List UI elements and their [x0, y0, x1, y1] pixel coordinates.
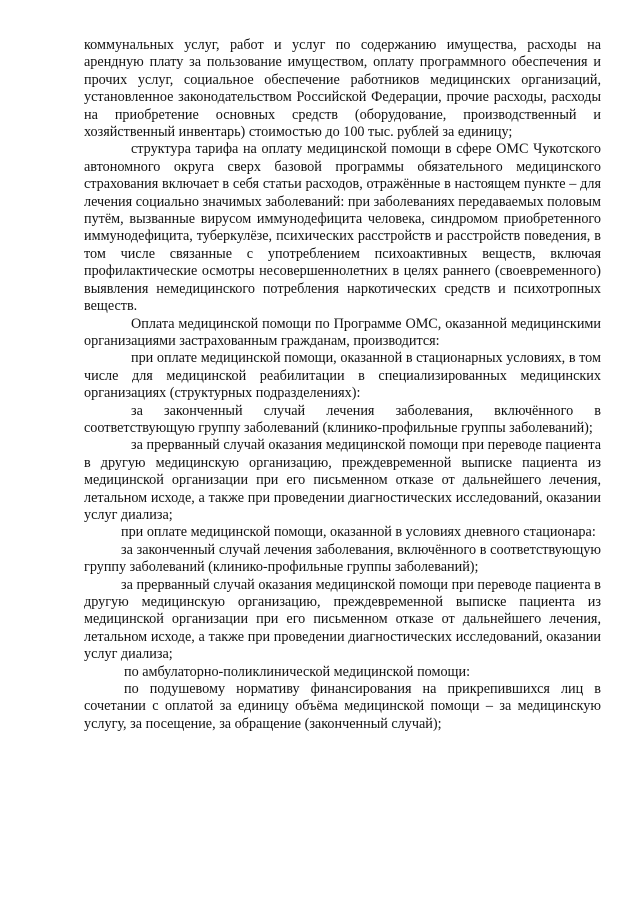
paragraph-utilities-expenses: коммунальных услуг, работ и услуг по содержанию имущества, расходы на арендную плату за пользование имуществом, оплату программного обеспечения и прочих услуг, социальное обеспечение работников медицинских организаций, установленное законодательством Российской Федерации, прочие расходы, расходы на приобретение основных средств (оборудование, производственный и хозяйственный инвентарь) стоимостью до 100 тыс. рублей за единицу; — [84, 37, 601, 141]
paragraph-day-hospital: при оплате медицинской помощи, оказанной в условиях дневного стационара: — [121, 524, 596, 541]
paragraph-day-hospital-completed-case: за законченный случай лечения заболевания, включённого в соответствующую группу заболеваний (клинико-профильные группы заболеваний); — [84, 541, 601, 576]
document-body — [84, 37, 601, 733]
paragraph-inpatient-interrupted-case: за прерванный случай оказания медицинской помощи при переводе пациента в другую медицинскую организацию, преждевременной выписке пациента из медицинской организации при его письменном отказе от дальнейшего лечения, летальном исходе, а также при проведении диагностических исследований, оказании услуг диализа; — [84, 437, 601, 523]
paragraph-inpatient-care: при оплате медицинской помощи, оказанной в стационарных условиях, в том числе для медицинской реабилитации в специализированных медицинских организациях (структурных подразделениях): — [84, 350, 601, 402]
paragraph-inpatient-completed-case: за законченный случай лечения заболевания, включённого в соответствующую группу заболеваний (клинико-профильные группы заболеваний); — [84, 402, 601, 436]
paragraph-tariff-structure: структура тарифа на оплату медицинской помощи в сфере ОМС Чукотского автономного округа сверх базовой программы обязательного медицинского страхования включает в себя статьи расходов, отражённые в настоящем пункте – для лечения социально значимых заболеваний: при заболеваниях передаваемых половым путём, вызванные вирусом иммунодефицита человека, синдромом приобретенного иммунодефицита, туберкулёзе, психических расстройств и расстройств поведения, в том числе связанные с употреблением психоактивных веществ, включая профилактические осмотры несовершеннолетних в целях раннего (своевременного) выявления немедицинского потребления наркотических средств и психотропных веществ. — [84, 141, 601, 315]
paragraph-per-capita-standard: по подушевому нормативу финансирования на прикрепившихся лиц в сочетании с оплатой за единицу объёма медицинской помощи – за медицинскую услугу, за посещение, за обращение (законченный случай); — [84, 681, 601, 732]
paragraph-day-hospital-interrupted-case: за прерванный случай оказания медицинской помощи при переводе пациента в другую медицинскую организацию, преждевременной выписке пациента из медицинской организации при его письменном отказе от дальнейшего лечения, летальном исходе, а также при проведении диагностических исследований, оказании услуг диализа; — [84, 576, 601, 663]
paragraph-payment-intro: Оплата медицинской помощи по Программе ОМС, оказанной медицинскими организациями застрахованным гражданам, производится: — [84, 315, 601, 349]
paragraph-outpatient-care: по амбулаторно-поликлинической медицинской помощи: — [124, 663, 471, 680]
